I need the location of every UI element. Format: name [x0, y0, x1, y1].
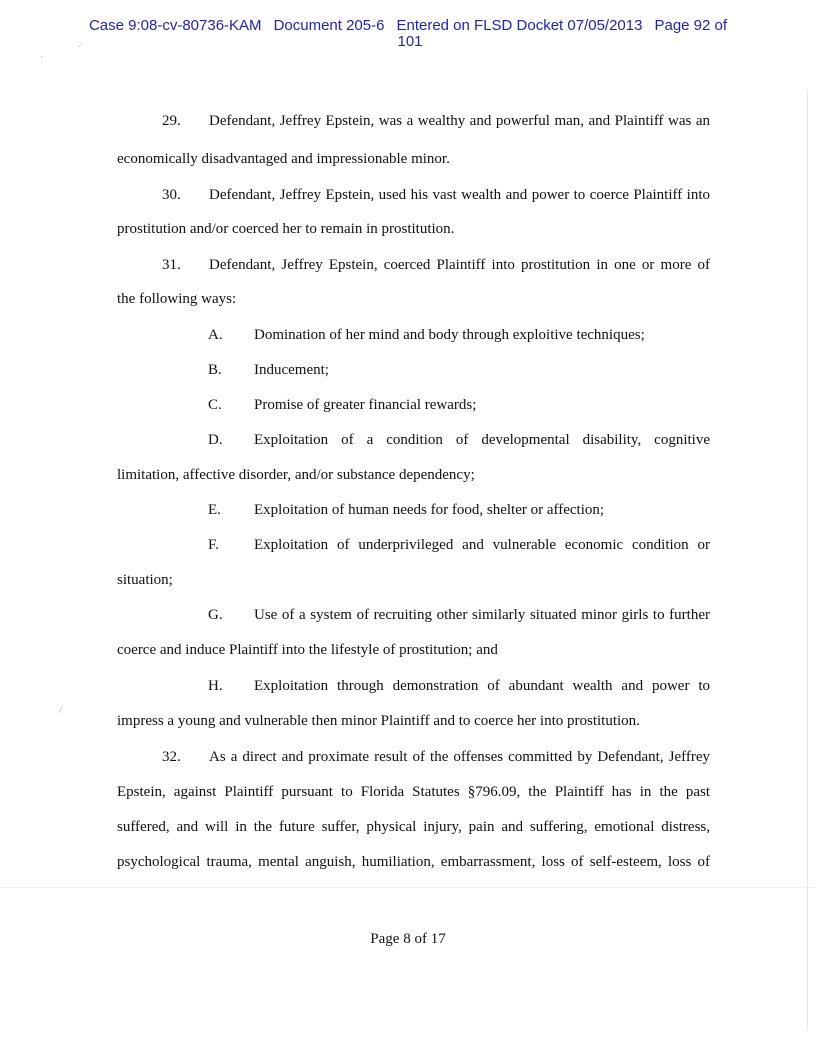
list-letter: B.: [208, 362, 222, 378]
list-item-d-line2: limitation, affective disorder, and/or substance dependency;: [117, 467, 475, 483]
list-text: Exploitation through demonstration of abundant wealth and power to: [254, 678, 710, 694]
docket-header: [0, 18, 816, 50]
list-text: Use of a system of recruiting other similarly situated minor girls to further: [254, 607, 710, 623]
page-footer: Page 8 of 17: [370, 931, 446, 947]
paragraph-32-line3: suffered, and will in the future suffer, physical injury, pain and suffering, emotional distress,: [117, 819, 710, 835]
list-text: Exploitation of underprivileged and vulnerable economic condition or: [254, 537, 710, 553]
list-letter: A.: [208, 327, 223, 343]
list-text: Exploitation of a condition of developmental disability, cognitive: [254, 432, 710, 448]
list-letter: H.: [208, 678, 223, 694]
list-text: Promise of greater financial rewards;: [254, 397, 477, 413]
docket-page-total: 101: [397, 33, 423, 50]
scan-fold: [0, 887, 816, 888]
paragraph-text: As a direct and proximate result of the offenses committed by Defendant, Jeffrey: [209, 749, 710, 765]
paragraph-number: 29.: [162, 113, 181, 129]
list-text: Exploitation of human needs for food, shelter or affection;: [254, 502, 605, 518]
list-letter: E.: [208, 502, 221, 518]
docket-entry: Entered on FLSD Docket 07/05/2013: [396, 17, 643, 34]
list-item-h-line2: impress a young and vulnerable then minor Plaintiff and to coerce her into prostitution.: [117, 713, 640, 729]
docket-header-line1: [0, 18, 816, 34]
list-letter: C.: [208, 397, 222, 413]
case-number: Case 9:08-cv-80736-KAM: [88, 17, 262, 34]
list-letter: G.: [208, 607, 223, 623]
paragraph-32-line4: psychological trauma, mental anguish, humiliation, embarrassment, loss of self-esteem, loss of: [117, 854, 710, 870]
list-text: Inducement;: [254, 362, 329, 378]
paragraph-31-line2: the following ways:: [117, 291, 237, 307]
list-letter: D.: [208, 432, 223, 448]
scan-mark: .·: [78, 39, 84, 49]
list-letter: F.: [208, 537, 219, 553]
list-item-f-line2: situation;: [117, 572, 173, 588]
document-number: Document 205-6: [273, 17, 385, 34]
paragraph-32-line2: Epstein, against Plaintiff pursuant to Florida Statutes §796.09, the Plaintiff has in the past: [117, 784, 710, 800]
paragraph-number: 30.: [162, 187, 181, 203]
paragraph-30-line2: prostitution and/or coerced her to remain in prostitution.: [117, 221, 455, 237]
scan-mark: ·: [40, 52, 43, 62]
list-text: Domination of her mind and body through exploitive techniques;: [254, 327, 645, 343]
list-item-g-line2: coerce and induce Plaintiff into the lifestyle of prostitution; and: [117, 642, 498, 658]
paragraph-29-line2: economically disadvantaged and impressionable minor.: [117, 151, 450, 167]
docket-page: Page 92 of: [654, 17, 728, 34]
paragraph-text: Defendant, Jeffrey Epstein, used his vast wealth and power to coerce Plaintiff into: [209, 187, 710, 203]
paragraph-number: 31.: [162, 257, 181, 273]
paragraph-text: Defendant, Jeffrey Epstein, coerced Plaintiff into prostitution in one or more of: [209, 257, 710, 273]
paragraph-text: Defendant, Jeffrey Epstein, was a wealthy and powerful man, and Plaintiff was an: [209, 113, 710, 129]
paragraph-number: 32.: [162, 749, 181, 765]
scan-edge: [807, 90, 808, 1030]
scan-mark: ⁄: [60, 705, 62, 715]
